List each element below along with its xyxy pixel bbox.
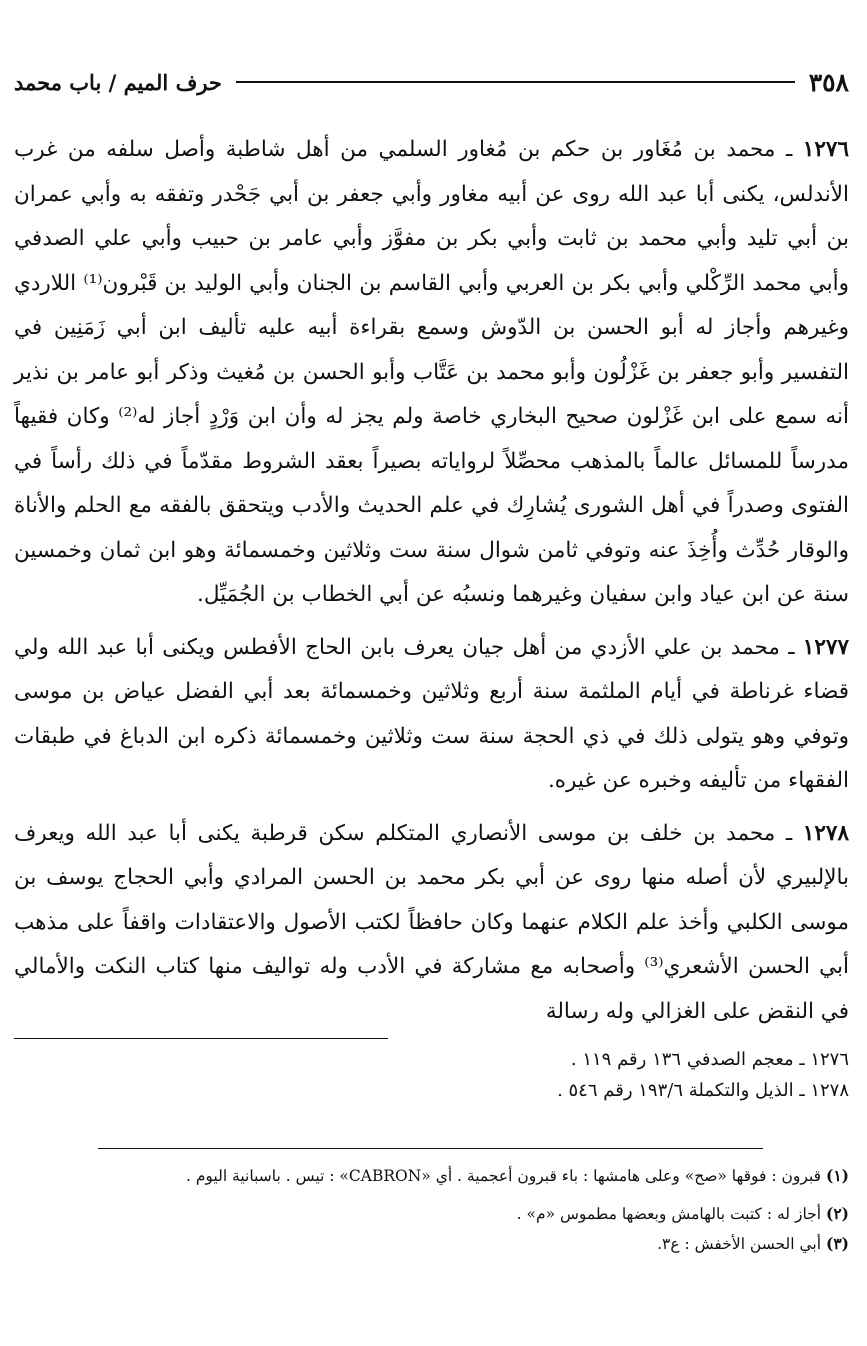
footnote-number: (١) [825, 1166, 849, 1185]
entry-1276 [14, 128, 849, 618]
main-text [14, 128, 849, 1042]
source-line: ١٢٧٦ ـ معجم الصدفي ١٣٦ رقم ١١٩ . [570, 1049, 849, 1070]
page-number: ٣٥٨ [808, 67, 849, 97]
entry-number: ١٢٧٧ [802, 634, 849, 660]
footnote-text: أجاز له : كتبت بالهامش وبعضها مطموس «م» . [516, 1205, 826, 1223]
entry-text: ـ محمد بن مُغَاور بن حكم بن مُغاور السلمي من أهل شاطبة وأصل سلفه من غرب الأندلس، يكنى أبا عبد الله روى عن أبيه مغاور وأبي جعفر بن أبي جَحْدر وتفقه به وأبي عمران بن أبي تليد وأبي محمد بن ثابت وأبي بكر بن مفوَّز وأبي عامر بن حبيب وأبي علي الصدفي وأبي محمد الرِّكْلي وأبي بكر بن العربي وأبي القاسم بن الجنان وأبي الوليد بن قَبْرون⁽¹⁾ اللاردي وغيرهم وأجاز له أبو الحسن بن الدّوش وسمع بقراءة أبيه عليه تأليف ابن أبي زَمَنِين في التفسير وأبو جعفر بن غَزْلُون وأبو محمد بن عَتَّاب وأبو الحسن بن مُغيث وذكر أبو عامر بن نذير أنه سمع على ابن غَزْلون صحيح البخاري خاصة ولم يجز له وأن ابن وَرْدٍ أجاز له⁽²⁾ وكان فقيهاً مدرساً للمسائل عالماً بالمذهب محصِّلاً لرواياته بصيراً بعقد الشروط مقدّماً في ذلك رأساً في الفتوى وصدراً في أهل الشورى يُشارِك في علم الحديث والأدب ويتحقق بالفقه مع الحلم والأناة والوقار حُدِّث وأُخِذَ عنه وتوفي ثامن شوال سنة ست وثلاثين وخمسمائة وهو ابن ثمان وخمسين سنة عن ابن عياد وابن سفيان وغيرهما ونسبُه عن أبي الخطاب بن الجُمَيِّل. [14, 137, 849, 607]
footnote-text: قبرون : فوقها «صح» وعلى هامشها : باء قبرون أعجمية . أي «CABRON» : تيس . باسبانية اليوم . [185, 1167, 826, 1185]
sources-divider [14, 1038, 388, 1039]
page-header [14, 62, 849, 102]
entry-number: ١٢٧٦ [802, 137, 849, 162]
header-rule [236, 81, 795, 83]
footnotes [14, 1162, 849, 1260]
running-title: حرف الميم / باب محمد [14, 69, 222, 95]
footnote-3 [14, 1230, 849, 1258]
footnote-number: (٣) [825, 1234, 849, 1253]
footnote-number: (٢) [825, 1204, 849, 1223]
entry-text: ـ محمد بن علي الأزدي من أهل جيان يعرف بابن الحاج الأفطس ويكنى أبا عبد الله ولي قضاء غرناطة في أيام الملثمة سنة أربع وثلاثين وخمسمائة بعد أبي الفضل عياض بن موسى وتوفي وهو يتولى ذلك في ذي الحجة سنة ست وثلاثين وخمسمائة ذكره ابن الدباغ في طبقات الفقهاء من تأليفه وخبره عن غيره. [14, 634, 849, 793]
entry-number: ١٢٧٨ [802, 820, 849, 846]
source-line: ١٢٧٨ ـ الذيل والتكملة ١٩٣/٦ رقم ٥٤٦ . [557, 1080, 849, 1101]
footnotes-divider [98, 1148, 763, 1149]
footnote-1 [14, 1162, 849, 1190]
entry-1278 [14, 812, 849, 1035]
entry-text: ـ محمد بن خلف بن موسى الأنصاري المتكلم سكن قرطبة يكنى أبا عبد الله ويعرف بالإلبيري لأن أصله منها روى عن أبي بكر محمد بن الحسن المرادي وأبي الحجاج يوسف بن موسى الكلبي وأخذ علم الكلام عنهما وكان حافظاً لكتب الأصول والاعتقادات واقفاً على مذهب أبي الحسن الأشعري⁽³⁾ وأصحابه مع مشاركة في الأدب وله تواليف منها كتاب النكت والأمالي في النقض على الغزالي وله رسالة [14, 820, 850, 1024]
footnote-2 [14, 1200, 849, 1228]
entry-1277 [14, 626, 849, 804]
sources-list [14, 1044, 849, 1106]
footnote-text: أبي الحسن الأخفش : ع٣. [657, 1235, 826, 1253]
